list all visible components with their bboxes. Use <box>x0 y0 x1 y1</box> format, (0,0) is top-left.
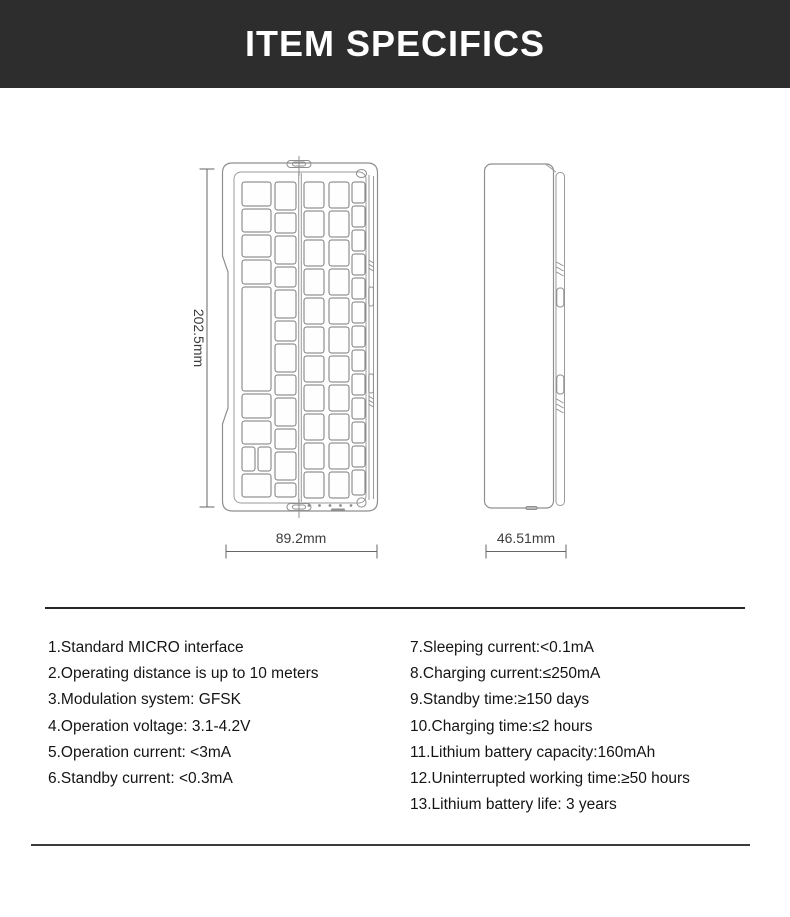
spec-item: 9.Standby time:≥150 days <box>410 691 590 709</box>
dimension-front-height <box>191 169 215 507</box>
dimension-side-width <box>486 530 566 559</box>
micro-usb-port <box>331 509 345 512</box>
spec-item: 1.Standard MICRO interface <box>48 639 244 656</box>
spec-item: 4.Operation voltage: 3.1-4.2V <box>48 717 251 735</box>
side-body-outline <box>485 164 554 508</box>
side-width-label: 46.51mm <box>496 530 556 546</box>
divider-bottom <box>31 844 750 846</box>
spec-item: 10.Charging time:≤2 hours <box>410 717 593 735</box>
page-title: ITEM SPECIFICS <box>244 23 546 64</box>
edge-texture <box>557 262 564 413</box>
spec-item: 8.Charging current:≤250mA <box>410 665 601 683</box>
spec-list-right <box>410 635 690 818</box>
keyboard-diagram <box>0 88 790 600</box>
spec-item: 13.Lithium battery life: 3 years <box>410 796 617 814</box>
side-button <box>557 288 564 307</box>
spec-list-left <box>48 635 319 792</box>
side-edge-layer <box>556 173 565 506</box>
dimension-front-width <box>226 530 377 559</box>
spec-item: 3.Modulation system: GFSK <box>48 691 241 709</box>
front-width-label: 89.2mm <box>275 530 327 546</box>
header-bar <box>0 0 790 88</box>
keyboard-front-view <box>223 156 378 518</box>
front-height-label: 202.5mm <box>191 308 207 368</box>
spec-item: 7.Sleeping current:<0.1mA <box>410 639 594 656</box>
spec-item: 6.Standby current: <0.3mA <box>48 769 233 787</box>
divider-top <box>45 607 745 609</box>
spec-item: 5.Operation current: <3mA <box>48 743 232 761</box>
spec-item: 12.Uninterrupted working time:≥50 hours <box>410 769 690 787</box>
spec-item: 2.Operating distance is up to 10 meters <box>48 665 319 683</box>
keyboard-side-view <box>485 164 565 510</box>
spec-item: 11.Lithium battery capacity:160mAh <box>410 743 656 761</box>
side-button <box>557 375 564 394</box>
key-grid <box>242 182 365 498</box>
